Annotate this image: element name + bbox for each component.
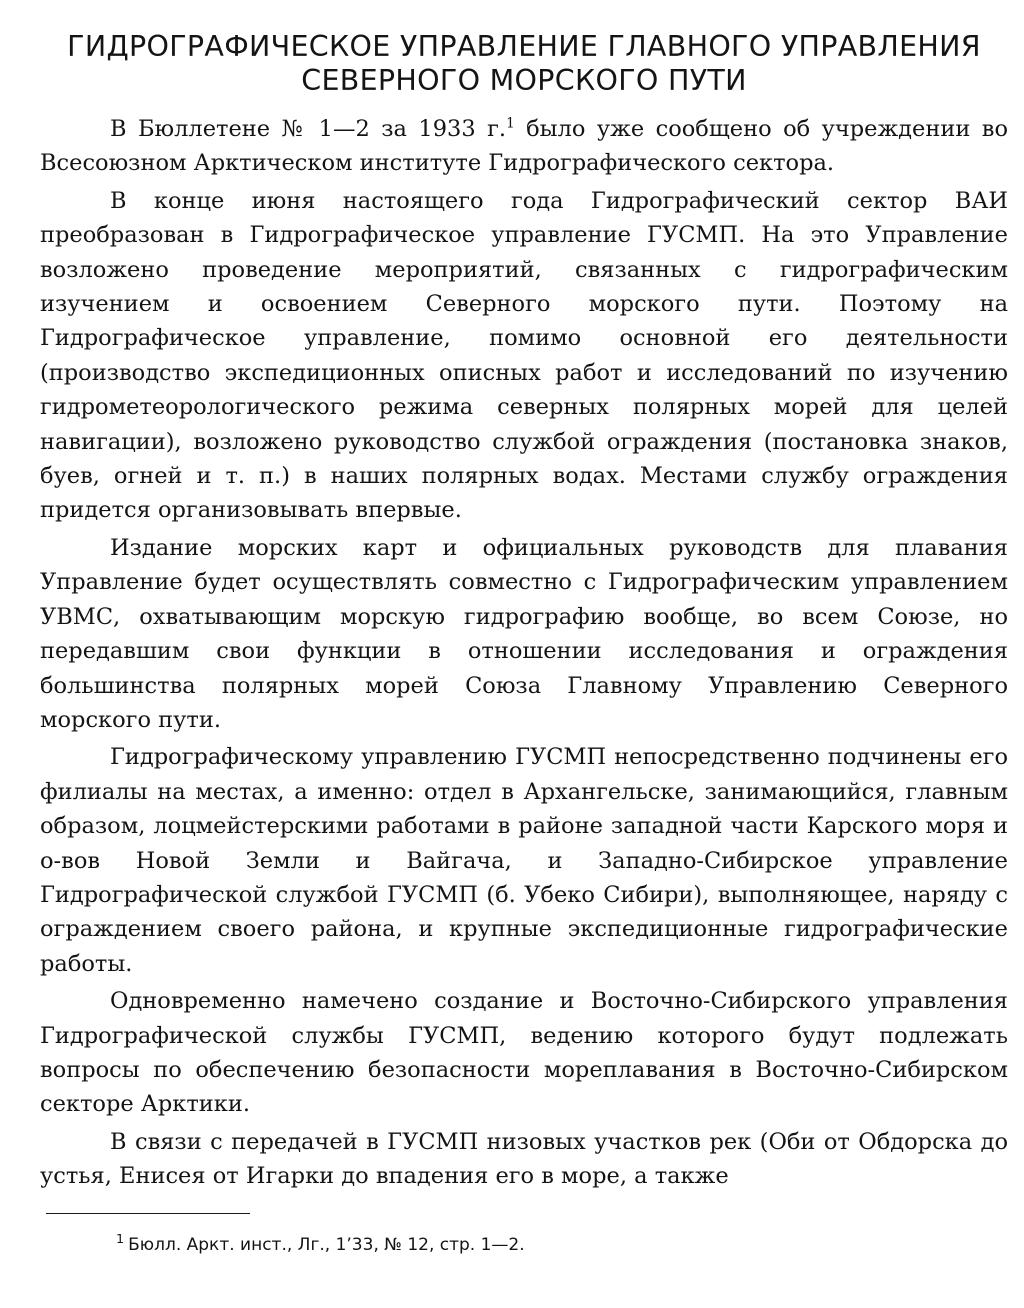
- document-body: [40, 112, 1008, 1194]
- footnote-mark: 1: [116, 1232, 125, 1248]
- paragraph-1-end: было уже сообщено об учреждении во Всесоюзном Арктическом институте Гидрографического сектора.: [40, 116, 1009, 177]
- footnote-divider: [46, 1213, 250, 1214]
- footnote-text: Бюлл. Аркт. инст., Лг., 1’33, № 12, стр. 1—2.: [128, 1235, 525, 1255]
- document-title: [40, 30, 1008, 98]
- footnote-reference: 1: [506, 115, 515, 132]
- title-line-2: СЕВЕРНОГО МОРСКОГО ПУТИ: [301, 64, 747, 97]
- document-page: [40, 30, 1008, 1197]
- paragraph-6: В связи с передачей в ГУСМП низовых участков рек (Оби от Обдорска до устья, Енисея от Игарки до впадения его в море, а также: [40, 1128, 1008, 1190]
- paragraph-1-start: В Бюллетене № 1—2 за 1933 г.: [110, 116, 507, 142]
- paragraph-4: Гидрографическому управлению ГУСМП непосредственно подчинены его филиалы на местах, а именно: отдел в Архангельске, занимающийся, главным образом, лоцмейстерскими работами в районе западной части Карского моря и о-вов Новой Земли и Вайгача, и Западно-Сибирское управление Гидрографической службой ГУСМП (б. Убеко Сибири), выполняющее, наряду с ограждением своего района, и крупные экспедиционные гидрографические работы.: [40, 744, 1008, 977]
- paragraph-2: В конце июня настоящего года Гидрографический сектор ВАИ преобразован в Гидрографическое управление ГУСМП. На это Управление возложено проведение мероприятий, связанных с гидрографическим изучением и освоением Северного морского пути. Поэтому на Гидрографическое управление, помимо основной его деятельности (производство экспедиционных описных работ и исследований по изучению гидрометеорологического режима северных полярных морей для целей навигации), возложено руководство службой ограждения (постановка знаков, буев, огней и т. п.) в наших полярных водах. Местами службу ограждения придется организовывать впервые.: [40, 187, 1008, 524]
- title-line-1: ГИДРОГРАФИЧЕСКОЕ УПРАВЛЕНИЕ ГЛАВНОГО УПРАВЛЕНИЯ: [67, 30, 981, 63]
- paragraph-3: Издание морских карт и официальных руководств для плавания Управление будет осуществлять совместно с Гидрографическим управлением УВМС, охватывающим морскую гидрографию вообще, во всем Союзе, но передавшим свои функции в отношении исследования и ограждения большинства полярных морей Союза Главному Управлению Северного морского пути.: [40, 534, 1008, 733]
- footnote: [116, 1234, 525, 1256]
- paragraph-5: Одновременно намечено создание и Восточно-Сибирского управления Гидрографической службы ГУСМП, ведению которого будут подлежать вопросы по обеспечению безопасности мореплавания в Восточно-Сибирском секторе Арктики.: [40, 988, 1008, 1118]
- paragraph-1: [40, 112, 1008, 181]
